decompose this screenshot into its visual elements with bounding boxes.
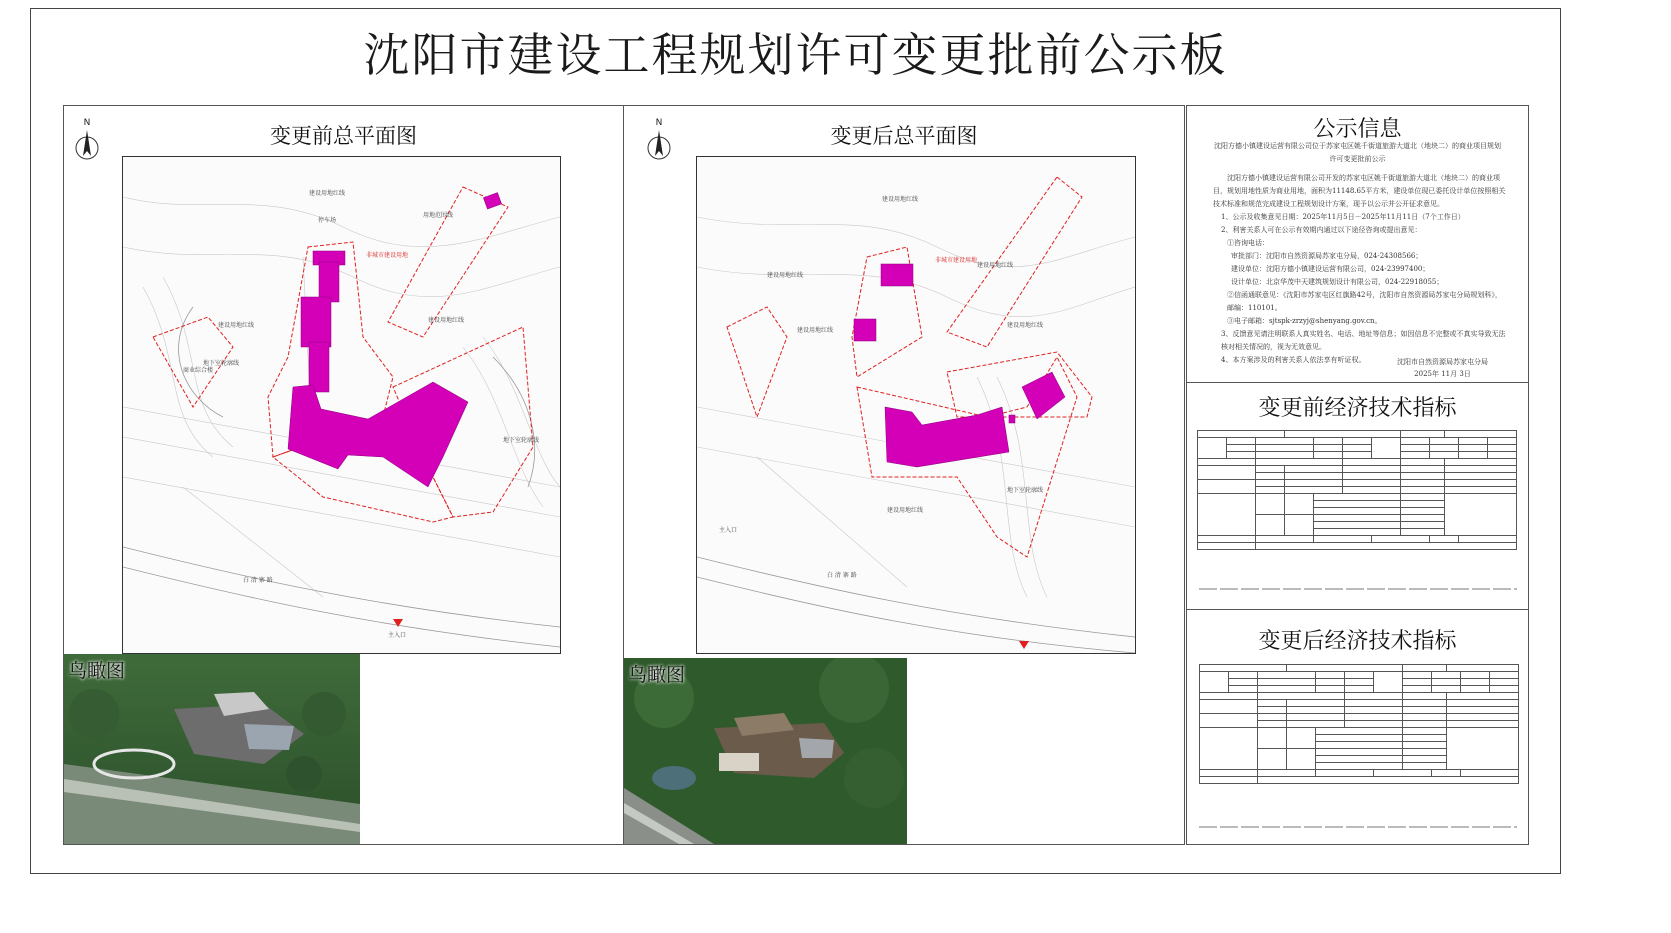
info-paragraph: ②信函通联意见：《沈阳市苏家屯区红旗路42号，沈阳市自然资源局苏家屯分局规划科》，邮编：110101。 [1227, 291, 1502, 312]
after-table-note [1199, 824, 1517, 834]
after-label-5: 建设用地红线 [977, 262, 1014, 269]
after-aerial-view [624, 658, 907, 844]
info-paragraph: 1、公示及收集意见日期：2025年11月5日－2025年11月11日（7个工作日） [1221, 213, 1465, 221]
info-paragraph: ③电子邮箱：sjtspk-zrzyj@shenyang.gov.cn。 [1227, 317, 1382, 325]
before-plan-title: 变更前总平面图 [270, 124, 417, 148]
before-label-9: 商业综合楼 [183, 367, 214, 374]
before-label-7: 白 清 寨 路 [243, 577, 273, 584]
before-label-5: 地下室轮廓线 [503, 437, 540, 444]
signature-authority: 沈阳市自然资源局苏家屯分局 [1397, 358, 1488, 366]
before-label-8: 主入口 [388, 632, 407, 639]
after-indicators-title: 变更后经济技术指标 [1258, 629, 1457, 654]
info-paragraph: 沈阳方德小镇建设运营有限公司开发的苏家屯区姚千街道旅游大道北（地块二）的商业项目，规划用地性质为商业用地，面积为11148.65平方米，建设单位现已委托设计单位按照相关技术标准和规范完成建设工程规划设计方案，现予以公示并公开征求意见。 [1213, 174, 1506, 208]
info-subtitle: 沈阳方德小镇建设运营有限公司位于苏家屯区姚千街道旅游大道北（地块二）的商业项目规划许可变更批前公示 [1214, 142, 1501, 163]
before-indicators-table [1197, 430, 1517, 550]
after-label-7: 白 清 寨 路 [827, 572, 857, 579]
north-label: N [83, 118, 91, 128]
after-label-1: 建设用地红线 [767, 272, 804, 279]
info-paragraph: 设计单位：北京华茂中天建筑规划设计有限公司，024-22918055； [1231, 278, 1444, 286]
page-title: 沈阳市建设工程规划许可变更批前公示板 [363, 28, 1228, 82]
info-title: 公示信息 [1313, 117, 1402, 142]
before-label-6: 停车场 [318, 217, 337, 224]
before-table-note [1199, 586, 1517, 596]
notice-board [30, 8, 1561, 874]
after-label-6: 地下室轮廓线 [1007, 487, 1044, 494]
after-label-9: 非城市建设用地 [935, 257, 978, 264]
after-indicators-table [1199, 664, 1519, 784]
before-label-3: 建设用地红线 [428, 317, 465, 324]
info-paragraph: 3、反馈意见请注明联系人真实姓名、电话、地址等信息；如因信息不完整或不真实导致无法核对相关情况的，视为无效意见。 [1221, 330, 1506, 351]
info-signature [1397, 356, 1488, 380]
info-paragraph: ①咨询电话： [1227, 239, 1269, 247]
info-column [1186, 105, 1529, 845]
section-divider [1187, 382, 1528, 383]
before-site-plan [122, 156, 561, 654]
info-paragraph: 4、本方案涉及的利害关系人依法享有听证权。 [1221, 356, 1366, 364]
after-label-8: 主入口 [719, 527, 738, 534]
after-site-plan [696, 156, 1136, 654]
before-label-0: 建设用地红线 [309, 190, 346, 197]
after-plan-title: 变更后总平面图 [830, 124, 978, 148]
info-paragraph: 建设单位：沈阳方德小镇建设运营有限公司，024-23997400； [1231, 265, 1430, 273]
info-body [1213, 172, 1508, 367]
before-label-10: 非城市建设用地 [366, 252, 409, 259]
info-paragraph: 2、利害关系人可在公示有效期内通过以下途径咨询或提出意见： [1221, 226, 1422, 234]
section-divider [1187, 609, 1528, 610]
after-label-4: 建设用地红线 [887, 507, 924, 514]
north-label: N [655, 118, 663, 128]
after-label-2: 建设用地红线 [797, 327, 834, 334]
info-paragraph: 审批部门：沈阳市自然资源局苏家屯分局，024-24308566； [1231, 252, 1423, 260]
before-label-4: 地下室轮廓线 [203, 360, 240, 367]
before-indicators-title: 变更前经济技术指标 [1258, 396, 1457, 421]
before-aerial-label: 鸟瞰图 [68, 660, 126, 682]
after-label-0: 建设用地红线 [882, 196, 919, 203]
after-aerial-label: 鸟瞰图 [628, 664, 686, 686]
after-label-3: 建设用地红线 [1007, 322, 1044, 329]
entrance-marker-icon [1019, 641, 1029, 649]
signature-date: 2025年 11月 3日 [1414, 370, 1471, 378]
before-label-1: 用地范围线 [423, 212, 454, 219]
before-aerial-view [64, 654, 360, 844]
before-label-2: 建设用地红线 [218, 322, 255, 329]
after-plan-panel [623, 105, 1185, 845]
before-plan-panel [63, 105, 624, 845]
